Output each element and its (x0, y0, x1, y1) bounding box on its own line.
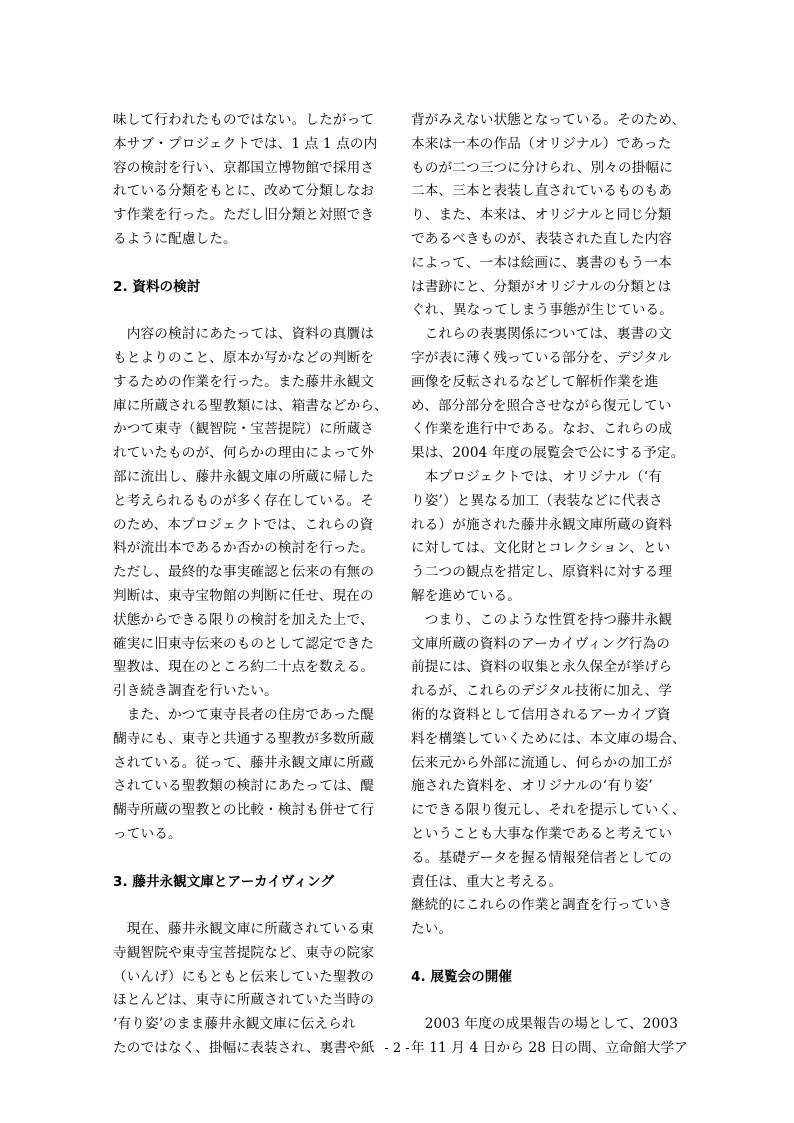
blank-line (113, 252, 384, 276)
text-line: ほとんどは、東寺に所蔵されていた当時の (113, 992, 375, 1009)
text-line: ‘有り姿’のまま藤井永観文庫に伝えられ (113, 1016, 356, 1033)
text-line: 庫に所蔵される聖教類には、箱書などから、 (113, 397, 388, 414)
text-line: う二つの観点を措定し、原資料に対する理 (411, 564, 673, 581)
text-line: れる）が施された藤井永観文庫所蔵の資料 (411, 516, 673, 533)
text-line: 醐寺所蔵の聖教との比較・検討も併せて行 (113, 802, 375, 819)
text-line: め、部分部分を照合させながら復元してい (411, 397, 672, 414)
text-line: 字が表に薄く残っている部分を、デジタル (411, 349, 672, 366)
text-line: 解を進めている。 (411, 587, 521, 604)
text-line: 料が流出本であるか否かの検討を行った。 (113, 540, 375, 557)
text-line: であるべきものが、表装された直した内容 (411, 230, 673, 247)
blank-line (411, 989, 682, 1013)
blank-line (411, 942, 682, 966)
text-line: 二本、三本と表装し直されているものもあ (411, 183, 673, 200)
text-line: によって、一本は絵画に、裏書のもう一本 (411, 254, 672, 271)
text-line: もとよりのこと、原本か写かなどの判断を (113, 349, 375, 366)
text-line: 部に流出し、藤井永観文庫の所蔵に帰した (113, 468, 375, 485)
text-line: 味して行われたものではない。したがって (113, 112, 375, 128)
left-column (113, 109, 388, 1061)
text-line: 寺観智院や東寺宝菩提院など、東寺の院家 (113, 944, 375, 961)
section-heading: 4. 展覧会の開催 (411, 968, 512, 985)
text-line: 画像を反転されるなどして解析作業を進 (411, 373, 659, 390)
text-line: るように配慮した。 (113, 230, 237, 247)
text-line: かつて東寺（観智院・宝菩提院）に所蔵さ (113, 421, 375, 438)
text-line: す作業を行った。ただし旧分類と対照でき (113, 207, 375, 224)
text-line: る。基礎データを握る情報発信者としての (411, 849, 673, 866)
right-column (411, 109, 688, 1061)
text-line: っている。 (113, 825, 182, 842)
text-line: 確実に旧東寺伝来のものとして認定できた (113, 635, 375, 652)
section-heading: 3. 藤井永観文庫とアーカイヴィング (113, 873, 335, 890)
text-line: 術的な資料として信用されるアーカイブ資 (411, 706, 671, 723)
text-line: ものが二つ三つに分けられ、別々の掛幅に (411, 159, 673, 176)
text-line: れている分類をもとに、改めて分類しなお (113, 183, 375, 200)
text-line: 聖教は、現在のところ約二十点を数える。 (113, 659, 375, 676)
section-heading: 2. 資料の検討 (113, 278, 201, 295)
text-line: ぐれ、異なってしまう事態が生じている。 (411, 302, 673, 319)
text-line: ということも大事な作業であると考えてい (411, 825, 673, 842)
text-line: り、また、本来は、オリジナルと同じ分類 (411, 207, 672, 224)
blank-line (113, 847, 384, 871)
text-line: 伝来元から外部に流通し、何らかの加工が (411, 754, 673, 771)
text-line: また、かつて東寺長者の住房であった醍 (113, 706, 374, 723)
text-line: 判断は、東寺宝物館の判断に任せ、現在の (113, 587, 374, 604)
text-line: と考えられるものが多く存在している。そ (113, 492, 375, 509)
text-line: されている聖教類の検討にあたっては、醍 (113, 778, 375, 795)
text-line: 継続的にこれらの作業と調査を行っていき (411, 897, 673, 914)
text-line: 文庫所蔵の資料のアーカイヴィング行為の (411, 635, 670, 652)
text-line: 2003 年度の成果報告の場として、2003 (411, 1016, 679, 1033)
text-line: たい。 (411, 921, 453, 938)
text-line: されている。従って、藤井永観文庫に所蔵 (113, 754, 374, 771)
text-line: ただし、最終的な事実確認と伝来の有無の (113, 564, 375, 581)
text-line: のため、本プロジェクトでは、これらの資 (113, 516, 374, 533)
text-line: 引き続き調査を行いたい。 (113, 683, 278, 700)
text-line: つまり、このような性質を持つ藤井永観 (411, 611, 673, 628)
text-line: 容の検討を行い、京都国立博物館で採用さ (113, 159, 375, 176)
blank-line (113, 894, 384, 918)
text-line: れていたものが、何らかの理由によって外 (113, 445, 375, 462)
text-line: 本来は一本の作品（オリジナル）であった (411, 135, 672, 152)
text-line: く作業を進行中である。なお、これらの成 (411, 421, 673, 438)
text-line: 責任は、重大と考える。 (411, 873, 563, 890)
text-line: これらの表裏関係については、裏書の文 (411, 326, 672, 343)
page-number: - 2 - (384, 1041, 410, 1056)
text-line: 醐寺にも、東寺と共通する聖教が多数所蔵 (113, 730, 375, 747)
text-line: （いんげ）にもともと伝来していた聖教の (113, 968, 375, 985)
text-line: は書跡にと、分類がオリジナルの分類とは (411, 278, 672, 295)
text-line: 現在、藤井永観文庫に所蔵されている東 (113, 921, 375, 938)
text-line: にできる限り復元し、それを提示していく、 (411, 802, 686, 819)
text-line: 年 11 月 4 日から 28 日の間、立命館大学ア (411, 1040, 688, 1057)
text-line: 前提には、資料の収集と永久保全が挙げら (411, 659, 673, 676)
text-line: 背がみえない状態となっている。そのため、 (411, 112, 686, 128)
text-line: れるが、これらのデジタル技術に加え、学 (411, 683, 673, 700)
text-line: 果は、2004 年度の展覧会で公にする予定。 (411, 445, 685, 462)
text-line: 本プロジェクトでは、オリジナル（‘有 (411, 468, 662, 485)
text-line: するための作業を行った。また藤井永観文 (113, 373, 375, 390)
text-line: に対しては、文化財とコレクション、とい (411, 540, 671, 557)
text-line: 本サブ・プロジェクトでは、1 点 1 点の内 (113, 135, 378, 152)
text-line: 施された資料を、オリジナルの‘有り姿’ (411, 778, 653, 795)
blank-line (113, 299, 384, 323)
text-line: 料を構築していくためには、本文庫の場合、 (411, 730, 686, 747)
text-line: り姿’）と異なる加工（表装などに代表さ (411, 492, 663, 509)
text-line: たのではなく、掛幅に表装され、裏書や紙 (113, 1040, 375, 1057)
text-line: 内容の検討にあたっては、資料の真贋は (113, 326, 375, 343)
text-line: 状態からできる限りの検討を加えた上で、 (113, 611, 374, 628)
